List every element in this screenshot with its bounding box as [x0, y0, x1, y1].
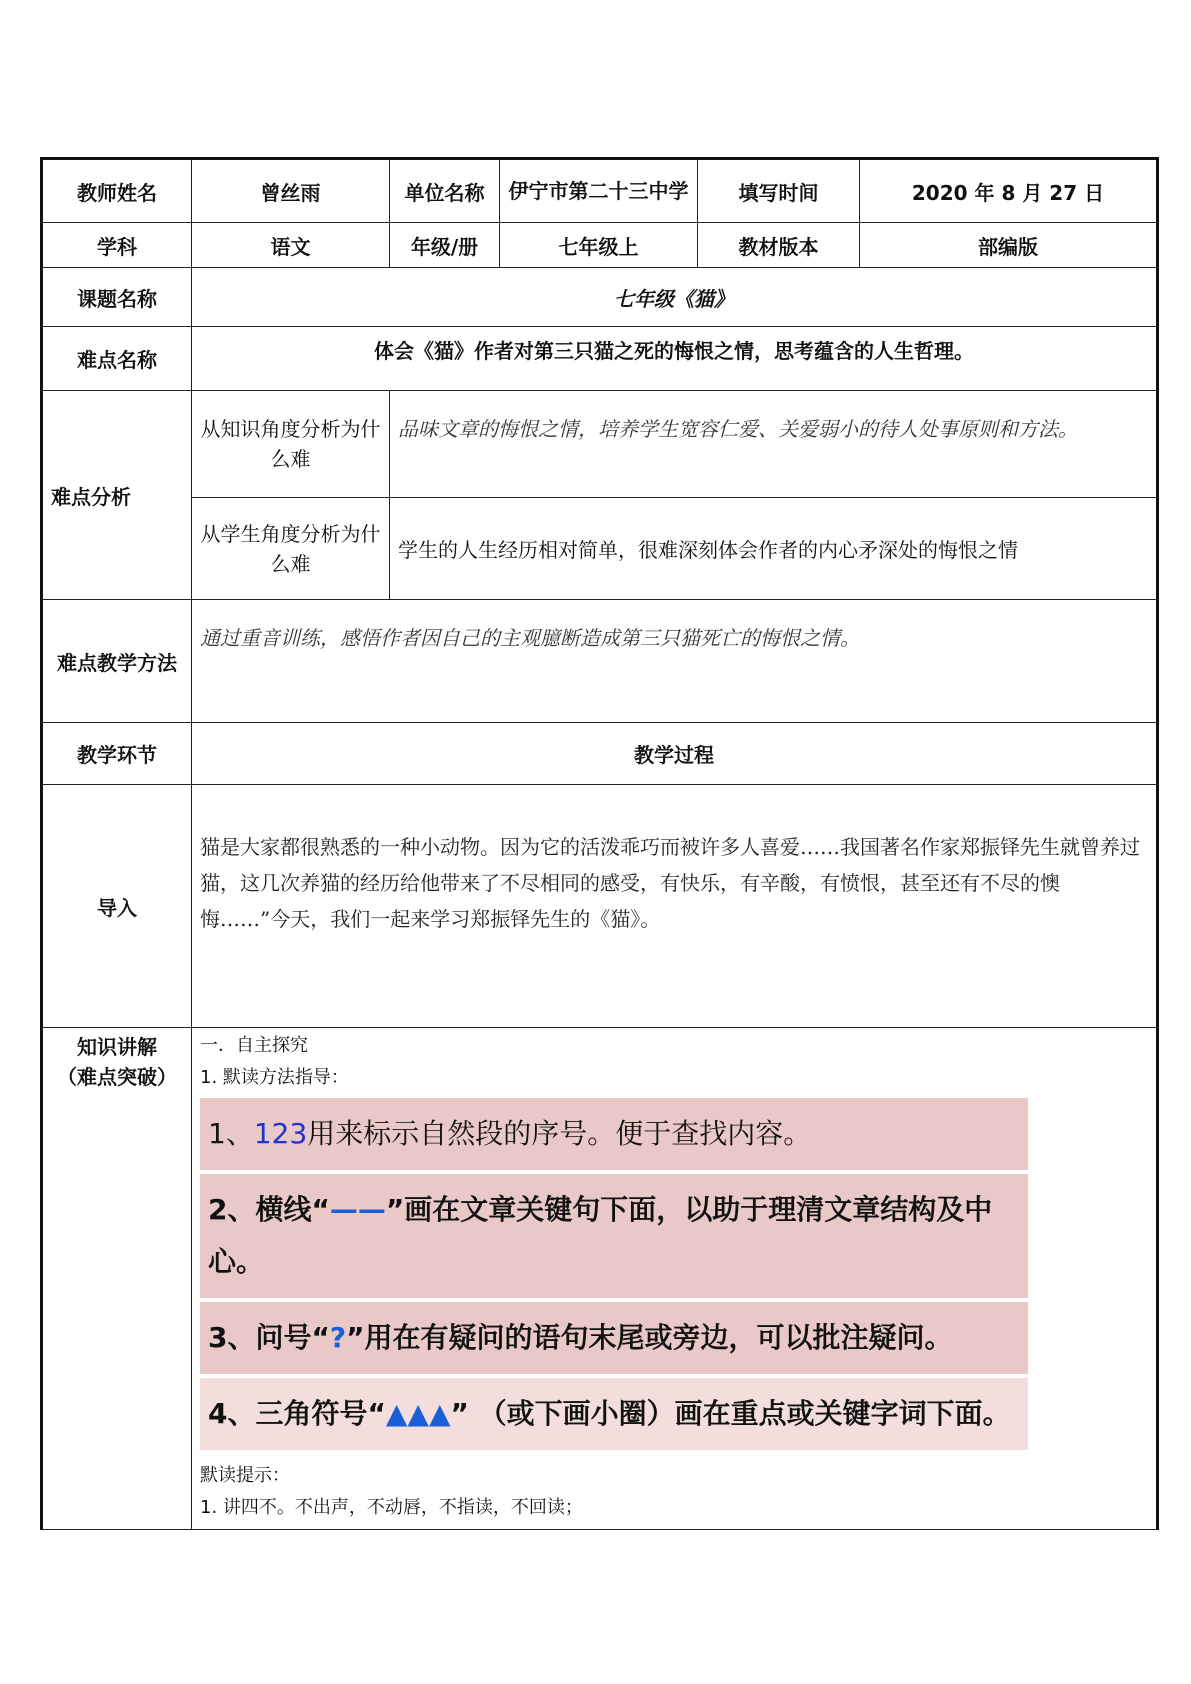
method-box-3	[200, 1302, 1028, 1374]
difficulty-value: 体会《猫》作者对第三只猫之死的悔恨之情，思考蕴含的人生哲理。	[192, 327, 1158, 391]
unit-value: 伊宁市第二十三中学	[500, 159, 698, 223]
analysis-label: 难点分析	[42, 391, 192, 600]
tip-1: 1. 讲四不。不出声，不动唇，不指读，不回读；	[200, 1497, 583, 1518]
method-row	[42, 600, 1158, 723]
method-label: 难点教学方法	[42, 600, 192, 723]
process-header-row	[42, 723, 1158, 785]
box2-highlight: ——	[329, 1193, 386, 1226]
method-value: 通过重音训练，感悟作者因自己的主观臆断造成第三只猫死亡的悔恨之情。	[192, 600, 1158, 723]
knowledge-row	[42, 1028, 1158, 1530]
knowledge-angle-value: 品味文章的悔恨之情，培养学生宽容仁爱、关爱弱小的待人处事原则和方法。	[390, 391, 1158, 498]
header-row-2	[42, 223, 1158, 268]
knowledge-label	[42, 1028, 192, 1530]
time-value: 2020 年 8 月 27 日	[860, 159, 1158, 223]
box1-highlight: 123	[253, 1117, 308, 1150]
analysis-row-1	[42, 391, 1158, 498]
grade-label: 年级/册	[390, 223, 500, 268]
time-label: 填写时间	[698, 159, 860, 223]
subject-value: 语文	[192, 223, 390, 268]
box2-suffix: ”画在文章关键句下面，以助于理清文章结构及中心。	[208, 1193, 993, 1278]
topic-value: 七年级《猫》	[192, 268, 1158, 327]
box3-highlight: ?	[329, 1321, 347, 1354]
topic-label: 课题名称	[42, 268, 192, 327]
student-angle-label: 从学生角度分析为什么难	[192, 498, 390, 600]
topic-row	[42, 268, 1158, 327]
knowledge-content	[192, 1028, 1158, 1530]
method-box-2	[200, 1174, 1028, 1298]
box2-prefix: 2、横线“	[208, 1193, 330, 1226]
box1-prefix: 1、	[208, 1117, 254, 1150]
section-heading: 一．自主探究	[200, 1035, 308, 1056]
box4-suffix: ” （或下画小圈）画在重点或关键字词下面。	[450, 1397, 1011, 1430]
grade-value: 七年级上	[500, 223, 698, 268]
lesson-plan-table	[40, 157, 1159, 1530]
method-box-1	[200, 1098, 1028, 1170]
analysis-row-2	[42, 498, 1158, 600]
tips-title: 默读提示：	[200, 1465, 290, 1486]
sub-heading: 1. 默读方法指导：	[200, 1067, 349, 1088]
box3-suffix: ”用在有疑问的语句末尾或旁边，可以批注疑问。	[346, 1321, 953, 1354]
edition-label: 教材版本	[698, 223, 860, 268]
student-angle-value: 学生的人生经历相对简单，很难深刻体会作者的内心矛深处的悔恨之情	[390, 498, 1158, 600]
intro-label: 导入	[42, 785, 192, 1028]
knowledge-label-line2: （难点突破）	[57, 1065, 177, 1089]
box4-highlight: ▲▲▲	[385, 1397, 451, 1430]
teacher-value: 曾丝雨	[192, 159, 390, 223]
unit-label: 单位名称	[390, 159, 500, 223]
process-value: 教学过程	[192, 723, 1158, 785]
method-box-4	[200, 1378, 1028, 1450]
knowledge-angle-label: 从知识角度分析为什么难	[192, 391, 390, 498]
intro-text: 猫是大家都很熟悉的一种小动物。因为它的活泼乖巧而被许多人喜爱……我国著名作家郑振铎先生就曾养过猫，这几次养猫的经历给他带来了不尽相同的感受，有快乐，有辛酸，有愤恨，甚至还有不尽的懊悔……”今天，我们一起来学习郑振铎先生的《猫》。	[192, 785, 1158, 1028]
edition-value: 部编版	[860, 223, 1158, 268]
knowledge-label-line1: 知识讲解	[77, 1035, 157, 1059]
teacher-label: 教师姓名	[42, 159, 192, 223]
header-row-1	[42, 159, 1158, 223]
subject-label: 学科	[42, 223, 192, 268]
box3-prefix: 3、问号“	[208, 1321, 330, 1354]
lesson-plan-page	[40, 157, 1156, 1530]
box4-prefix: 4、三角符号“	[208, 1397, 386, 1430]
box1-suffix: 用来标示自然段的序号。便于查找内容。	[307, 1117, 812, 1150]
process-label: 教学环节	[42, 723, 192, 785]
difficulty-label: 难点名称	[42, 327, 192, 391]
difficulty-row	[42, 327, 1158, 391]
intro-row	[42, 785, 1158, 1028]
